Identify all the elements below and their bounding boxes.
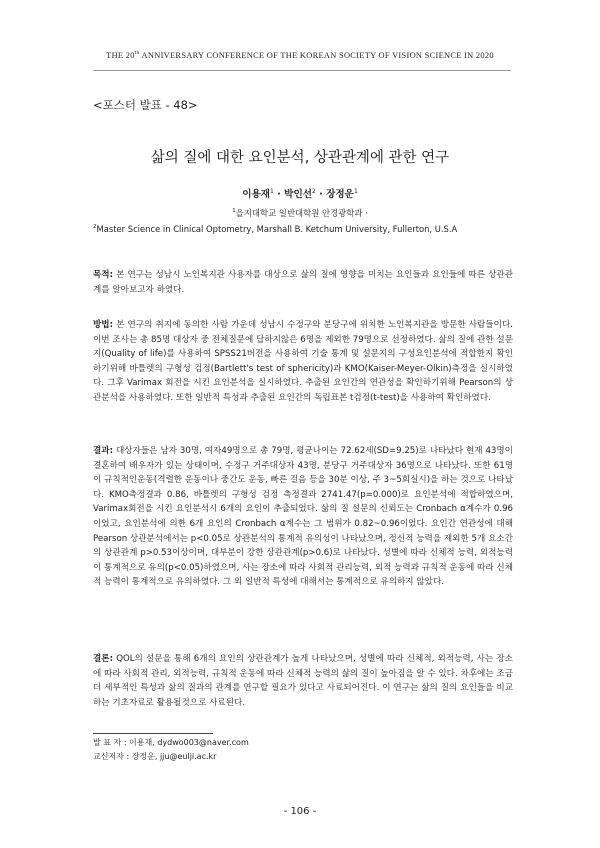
section-body: 본 연구의 취지에 동의한 사람 가운데 성남시 수정구와 분당구에 위치한 노인복지관을 방문한 사람들이다. 이번 조사는 총 85명 대상자 중 전체질문에 답하지않은 6명을 제외한 79명으로 선정하였다. 삶의 질에 관한 설문지(Quality of life)를 사용하여 SPSS21버전을 사용하여 기술 통계 및 설문지의 구성요인분석에 적합한지 확인하기위해 바틀렛의 구형성 검정(Bartlett's test of sphericity)과 KMO(Kaiser-Meyer-Olkin)측정을 실시하였다. 그후 Varimax 회전을 시킨 요인분석을 실시하였다. 추출된 요인간의 연관성을 확인하기위해 Pearson의 상관분석을 사용하였다. 또한 일반적 특성과 추출된 요인간의 독립표본 t검정(t-test)을 사용하여 확인하였다. — [93, 320, 513, 403]
page-number: - 106 - — [283, 806, 317, 817]
poster-label: <포스터 발표 - 48> — [93, 98, 198, 112]
section-body: 본 연구는 성남시 노인복지관 사용자를 대상으로 삶의 질에 영향을 미치는 요인들과 요인들에 따른 상관관계를 알아보고자 하였다. — [93, 270, 513, 295]
section-body: QOL의 설문을 통해 6개의 요인의 상관관계가 높게 나타났으며, 성별에 따라 신체적, 외적능력, 사는 장소에 따라 사회적 관리, 외적능력, 규칙적 운동에 따라 신체적 능력의 삶의 질이 높아짐을 알 수 있다. 차후에는 조금 더 세부적인 특성과 삶의 질과의 관계를 연구할 필요가 있다고 사료되어진다. 이 연구는 삶의 질의 요인들을 비교하는 기초자료로 활용될것으로 사료된다. — [93, 654, 513, 708]
section-label: 목적: — [93, 270, 114, 280]
affiliation-1: $^1$을지대학교 일반대학원 안경광학과 · — [232, 208, 368, 218]
section-label: 결론: — [93, 654, 114, 664]
section-label: 방법: — [93, 320, 114, 330]
affiliation-2: $^2$Master Science in Clinical Optometry, Marshall B. Ketchum University, Fullerton, U.S.A — [93, 224, 458, 234]
header-rule — [93, 70, 511, 71]
section-methods — [93, 318, 513, 406]
author-list: 이용재$^1$ · 박인선$^2$ · 장정운$^1$ — [242, 187, 358, 200]
footnote-rule — [93, 733, 213, 734]
paper-title: 삶의 질에 대한 요인분석, 상관관계에 관한 연구 — [150, 150, 450, 166]
section-label: 결과: — [93, 446, 114, 456]
section-body: 대상자들은 남자 30명, 여자49명으로 총 79명, 평균나이는 72.62세(SD=9.25)로 나타났다 현재 43명이 결혼하여 배우자가 있는 상태이며, 수정구 거주대상자 43명, 분당구 거주대상자 36명으로 나타났다. 또한 61명이 규칙적인운동(격렬한 운동이나 중간도 운동, 빠른 걸음 등을 30분 이상, 주 3~5회실시)을 하는 것으로 나타났다. KMO측정결과 0.86, 바틀렛의 구형성 검정 측정결과 2741.47(p=0.000)로 요인분석에 적합하였으며, Varimax회전을 시킨 요인분석시 6개의 요인이 추출되었다. 삶의 질 설문의 신뢰도는 Cronbach α계수가 0.96이었고, 요인분석에 의한 6개 요인의 Cronbach α계수는 그 범위가 0.82~0.96이었다. 요인간 연관성에 대해 Pearson 상관분석에서는 p<0.05로 상관분석의 통계적 유의성이 나타났으며, 정신적 능력을 제외한 5개 요소간의 상관관계 p>0.53이상이며, 대부분이 강한 상관관계(p>0.6)로 나타났다. 성별에 따라 신체적 능력, 외적능력이 통계적으로 유의(p<0.05)하였으며, 사는 장소에 따라 사회적 관리능력, 외적 능력과 규칙적 운동에 따라 신체적 능력이 통계적으로 유의하였다. 그 외 일반적 특성에 대해서는 통계적으로 유의하지 않았다. — [93, 446, 513, 588]
footnote-corresponding: 교신저자 : 장정운, jju@eulji.ac.kr — [93, 752, 217, 761]
conference-header: THE 20th ANNIVERSARY CONFERENCE OF THE KOREAN SOCIETY OF VISION SCIENCE IN 2020 — [106, 50, 494, 60]
section-results — [93, 444, 513, 590]
section-purpose — [93, 268, 513, 297]
section-conclusion — [93, 652, 513, 710]
footnote-presenter: 발 표 자 : 이용재, dydwo003@naver.com — [93, 738, 249, 747]
